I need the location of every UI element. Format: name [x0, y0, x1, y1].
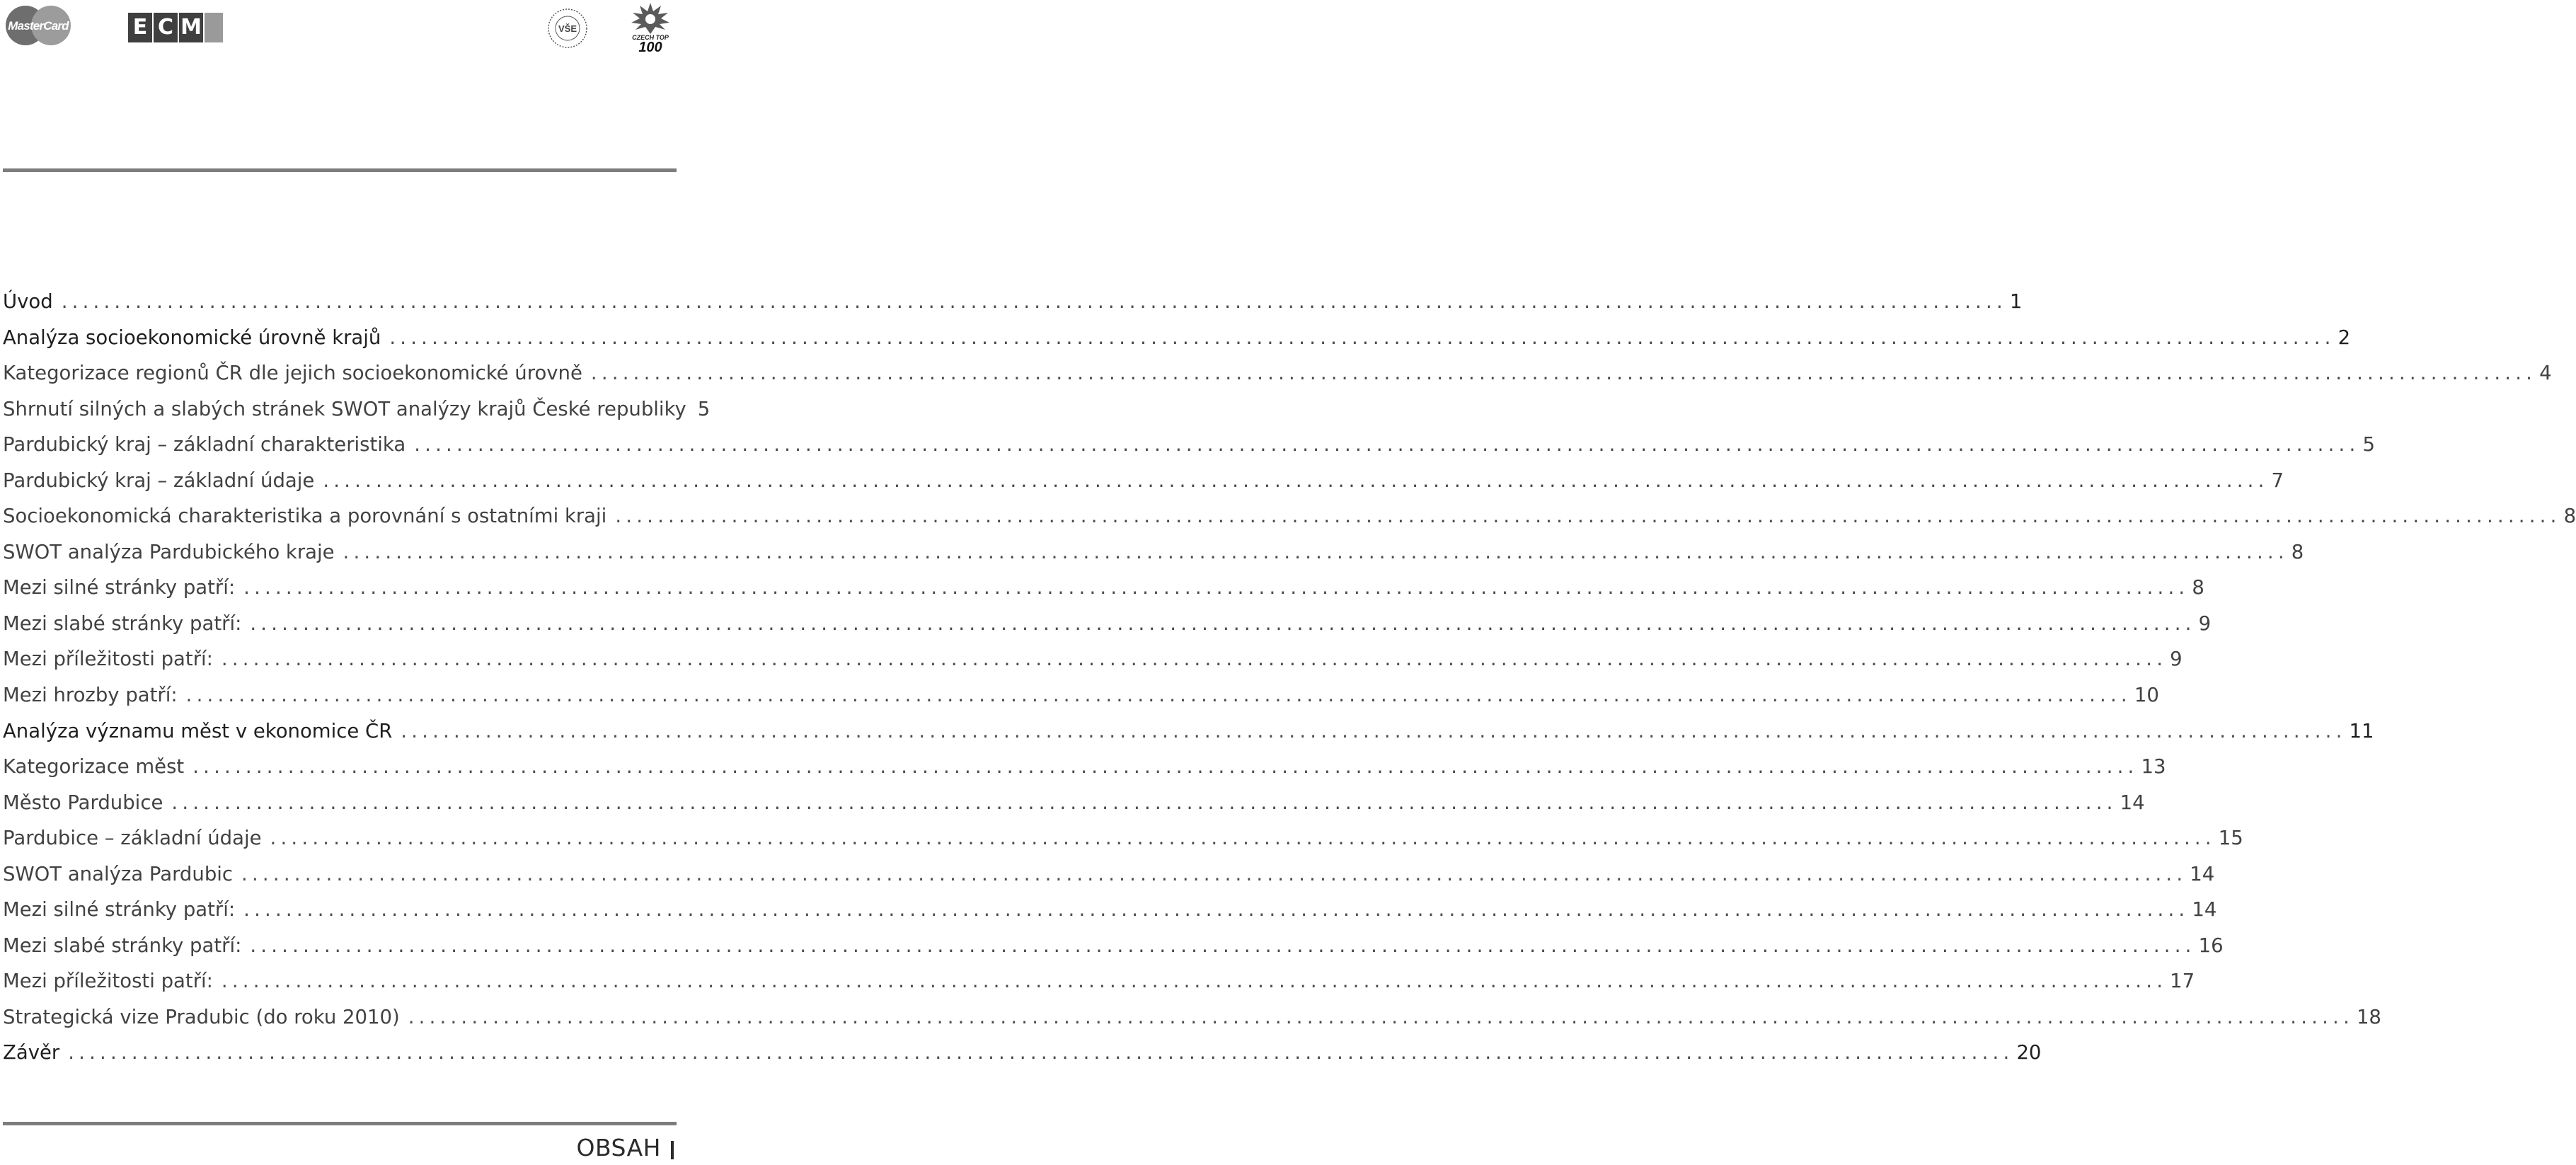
toc-entry-page: 20 [2016, 1041, 2042, 1064]
toc-entry-title: SWOT analýza Pardubic [3, 862, 234, 885]
toc-entry-page: 13 [2141, 755, 2166, 779]
table-of-contents [3, 290, 2576, 1077]
toc-entry-page: 14 [2190, 862, 2215, 885]
toc-dot-leader [243, 576, 2189, 599]
section-label: OBSAH [576, 1134, 661, 1161]
toc-entry[interactable] [3, 934, 2224, 970]
toc-entry-title: Mezi hrozby patří: [3, 684, 178, 707]
toc-entry[interactable] [3, 505, 2576, 541]
toc-entry[interactable] [3, 755, 2166, 791]
toc-dot-leader [222, 970, 2167, 992]
toc-entry[interactable] [3, 469, 2284, 505]
toc-entry-page: 9 [2198, 612, 2212, 635]
toc-dot-leader [343, 541, 2289, 563]
toc-dot-leader [401, 720, 2346, 742]
toc-entry-title: Analýza významu měst v ekonomice ČR [3, 719, 393, 742]
toc-entry[interactable] [3, 791, 2145, 827]
mastercard-logo [3, 4, 74, 47]
toc-dot-leader [222, 648, 2167, 670]
toc-entry-page: 9 [2170, 648, 2183, 671]
toc-entry[interactable] [3, 827, 2243, 863]
toc-entry-page: 5 [2362, 433, 2375, 457]
toc-entry-title: Mezi příležitosti patří: [3, 648, 213, 671]
toc-entry[interactable] [3, 684, 2159, 720]
toc-entry-title: SWOT analýza Pardubického kraje [3, 540, 335, 563]
czech-top-100-logo [627, 1, 674, 55]
toc-dot-leader [408, 1006, 2354, 1028]
ecm-letter: E [128, 13, 152, 42]
top-divider [3, 168, 677, 172]
toc-dot-leader [591, 362, 2536, 384]
toc-dot-leader [243, 898, 2189, 921]
toc-dot-leader [414, 433, 2359, 456]
toc-entry[interactable] [3, 970, 2195, 1006]
toc-dot-leader [250, 612, 2195, 635]
ecm-letter: M [179, 13, 203, 42]
toc-entry-title: Analýza socioekonomické úrovně krajů [3, 326, 381, 349]
toc-entry-title: Kategorizace měst [3, 755, 185, 779]
toc-dot-leader [270, 827, 2216, 849]
bottom-divider [3, 1122, 677, 1125]
toc-entry-page: 11 [2349, 719, 2374, 742]
toc-entry[interactable] [3, 719, 2374, 756]
toc-entry-title: Město Pardubice [3, 791, 163, 814]
czech-top-line1: CZECH TOP [632, 34, 669, 41]
toc-entry-page: 5 [697, 397, 711, 420]
ecm-logo [128, 13, 223, 42]
toc-entry-title: Pardubice – základní údaje [3, 827, 262, 850]
toc-entry[interactable] [3, 362, 2552, 398]
toc-entry-title: Socioekonomická charakteristika a porovnání s ostatními kraji [3, 505, 607, 528]
toc-entry-title: Mezi silné stránky patří: [3, 898, 236, 922]
toc-entry[interactable] [3, 612, 2212, 648]
toc-entry-page: 16 [2198, 934, 2224, 957]
toc-entry-title: Shrnutí silných a slabých stránek SWOT analýzy krajů České republiky [3, 397, 686, 420]
toc-entry[interactable] [3, 1005, 2381, 1042]
vse-seal-text: VŠE [558, 23, 577, 34]
vse-seal-logo [546, 7, 589, 50]
toc-entry-page: 1 [2009, 290, 2023, 313]
toc-entry[interactable] [3, 433, 2375, 469]
toc-entry[interactable] [3, 576, 2204, 612]
toc-entry-page: 7 [2271, 469, 2284, 492]
toc-entry-page: 14 [2120, 791, 2145, 814]
toc-entry-title: Kategorizace regionů ČR dle jejich socioekonomické úrovně [3, 362, 582, 385]
toc-entry-title: Mezi slabé stránky patří: [3, 612, 242, 635]
toc-dot-leader [192, 755, 2138, 778]
toc-entry-page: 10 [2134, 684, 2159, 707]
toc-entry-page: 14 [2192, 898, 2217, 922]
toc-entry-page: 2 [2338, 326, 2351, 349]
toc-entry-title: Strategická vize Pradubic (do roku 2010) [3, 1005, 400, 1028]
toc-dot-leader [68, 1041, 2013, 1064]
toc-entry[interactable] [3, 862, 2215, 899]
footer-bar [671, 1141, 674, 1159]
toc-entry[interactable] [3, 1041, 2042, 1077]
toc-entry-page: 15 [2218, 827, 2243, 850]
toc-entry-title: Mezi slabé stránky patří: [3, 934, 242, 957]
toc-entry[interactable] [3, 898, 2217, 934]
toc-dot-leader [615, 505, 2560, 527]
toc-entry-page: 8 [2291, 540, 2304, 563]
mastercard-logo-text: MasterCard [8, 19, 69, 33]
toc-entry-title: Pardubický kraj – základní údaje [3, 469, 315, 492]
toc-entry[interactable] [3, 540, 2304, 577]
toc-dot-leader [323, 469, 2268, 492]
toc-dot-leader [171, 791, 2117, 814]
czech-top-line2: 100 [638, 40, 662, 55]
toc-dot-leader [389, 326, 2335, 349]
toc-entry-title: Mezi silné stránky patří: [3, 576, 236, 599]
ecm-logo-block [205, 13, 223, 42]
ecm-letter: C [154, 13, 178, 42]
toc-entry-page: 8 [2192, 576, 2204, 599]
toc-dot-leader [62, 290, 2007, 313]
toc-entry[interactable] [3, 397, 711, 434]
toc-entry-page: 8 [2563, 505, 2576, 528]
toc-entry[interactable] [3, 648, 2183, 684]
toc-entry-title: Pardubický kraj – základní charakteristika [3, 433, 406, 457]
toc-entry-page: 17 [2170, 970, 2195, 993]
toc-entry-page: 4 [2539, 362, 2552, 385]
toc-entry-title: Úvod [3, 290, 53, 313]
toc-entry[interactable] [3, 326, 2351, 362]
toc-dot-leader [241, 863, 2187, 885]
toc-entry-title: Závěr [3, 1041, 60, 1064]
toc-dot-leader [250, 934, 2195, 957]
toc-entry-title: Mezi příležitosti patří: [3, 970, 213, 993]
toc-entry[interactable] [3, 290, 2023, 326]
toc-dot-leader [186, 684, 2132, 706]
toc-entry-page: 18 [2356, 1005, 2381, 1028]
